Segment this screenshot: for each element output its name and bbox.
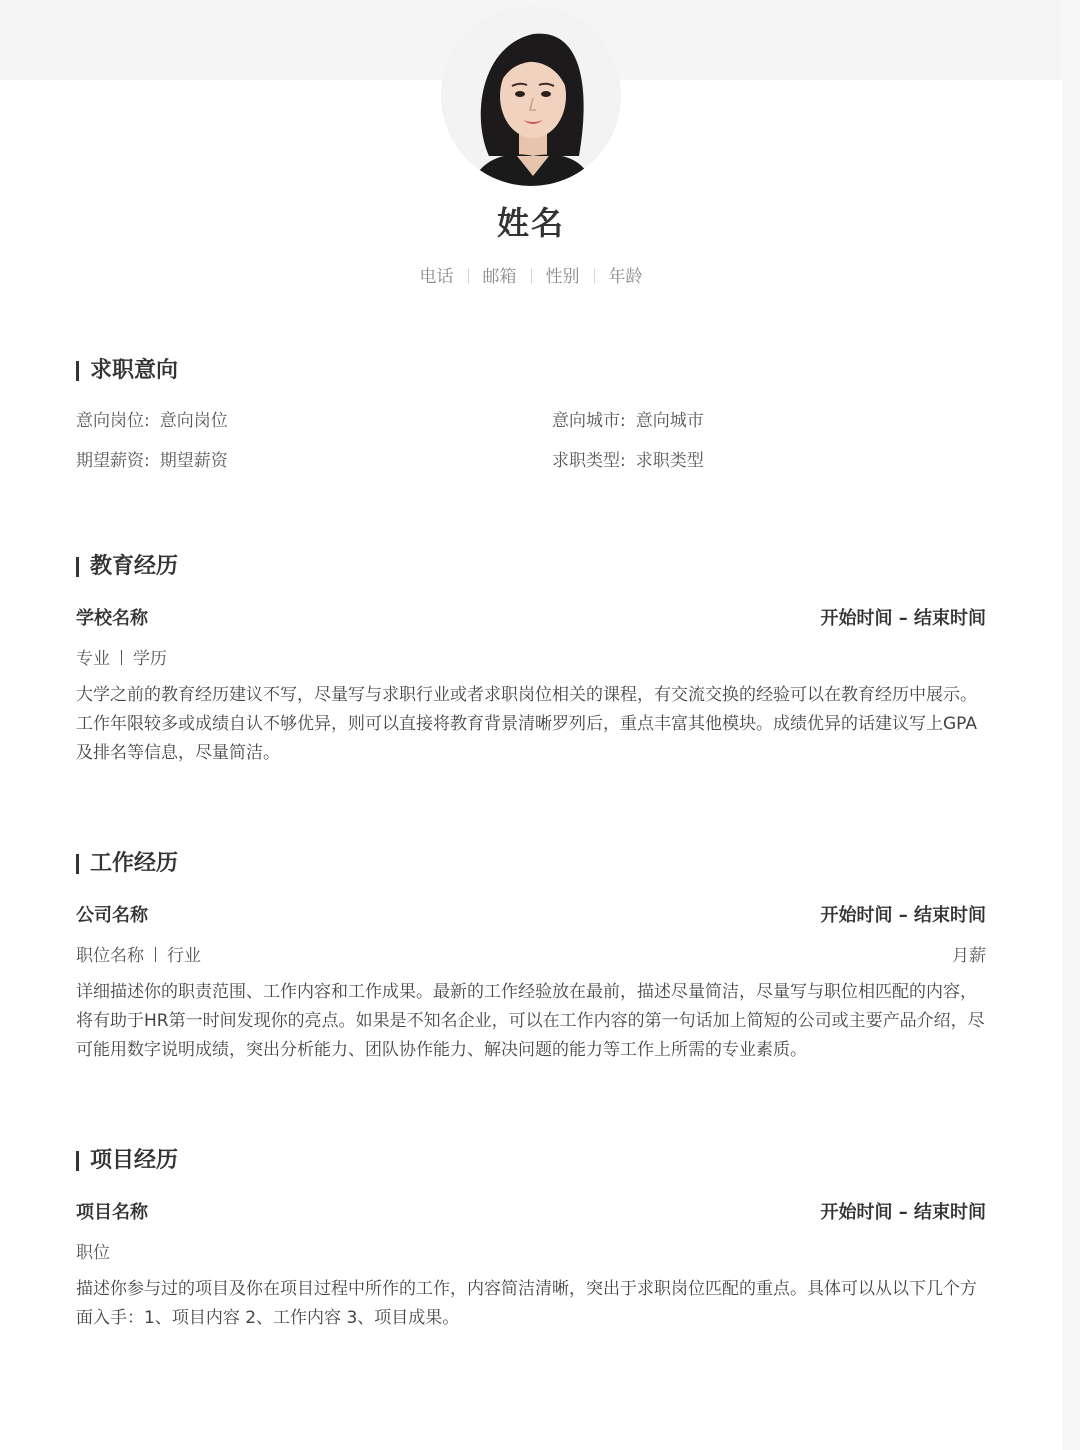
avatar-portrait bbox=[441, 6, 621, 186]
project-description: 描述你参与过的项目及你在项目过程中所作的工作，内容简洁清晰，突出于求职岗位匹配的重点。具体可以从以下几个方面入手：1、项目内容 2、工作内容 3、项目成果。 bbox=[76, 1279, 977, 1328]
education-description: 大学之前的教育经历建议不写，尽量写与求职行业或者求职岗位相关的课程，有交流交换的经验可以在教育经历中展示。工作年限较多或成绩自认不够优异，则可以直接将教育背景清晰罗列后，重点丰富其他模块。成绩优异的话建议写上GPA及排名等信息，尽量简洁。 bbox=[76, 685, 977, 763]
work-meta bbox=[76, 941, 986, 966]
work-section bbox=[76, 849, 986, 1065]
age-field: 年龄 bbox=[608, 267, 643, 287]
expected-salary bbox=[76, 446, 228, 471]
candidate-name: 姓名 bbox=[496, 204, 565, 242]
date-range: 开始时间 – 结束时间 bbox=[820, 608, 986, 629]
education-section bbox=[76, 552, 986, 768]
education-header-row bbox=[76, 604, 986, 630]
position-name: 职位名称 bbox=[76, 946, 144, 966]
divider bbox=[155, 947, 156, 962]
divider bbox=[121, 650, 122, 665]
section-title: 求职意向 bbox=[76, 356, 986, 386]
job-intent-section bbox=[76, 356, 986, 486]
job-intent-grid bbox=[76, 406, 986, 486]
field-label: 意向岗位: bbox=[76, 411, 150, 431]
field-value: 求职类型 bbox=[635, 451, 704, 471]
field-label: 期望薪资: bbox=[76, 451, 150, 471]
project-section bbox=[76, 1146, 986, 1333]
email-field: 邮箱 bbox=[482, 267, 517, 287]
school-name: 学校名称 bbox=[76, 608, 148, 629]
intended-city bbox=[552, 406, 704, 431]
field-value: 期望薪资 bbox=[159, 451, 228, 471]
divider bbox=[468, 268, 469, 284]
work-header-row bbox=[76, 901, 986, 927]
page-edge bbox=[1062, 0, 1080, 1450]
phone-field: 电话 bbox=[419, 267, 454, 287]
salary: 月薪 bbox=[952, 946, 986, 966]
section-title: 教育经历 bbox=[76, 552, 986, 582]
intended-position bbox=[76, 406, 228, 431]
company-name: 公司名称 bbox=[76, 905, 148, 926]
field-value: 意向城市 bbox=[635, 411, 704, 431]
degree: 学历 bbox=[133, 649, 167, 669]
project-name: 项目名称 bbox=[76, 1202, 148, 1223]
project-header-row bbox=[76, 1198, 986, 1224]
job-type bbox=[552, 446, 704, 471]
section-title: 工作经历 bbox=[76, 849, 986, 879]
date-range: 开始时间 – 结束时间 bbox=[820, 1202, 986, 1223]
project-role: 职位 bbox=[76, 1243, 110, 1263]
industry: 行业 bbox=[167, 946, 201, 966]
work-description: 详细描述你的职责范围、工作内容和工作成果。最新的工作经验放在最前，描述尽量简洁，尽量写与职位相匹配的内容，将有助于HR第一时间发现你的亮点。如果是不知名企业，可以在工作内容的第一句话加上简短的公司或主要产品介绍，尽可能用数字说明成绩，突出分析能力、团队协作能力、解决问题的能力等工作上所需的专业素质。 bbox=[76, 982, 985, 1060]
field-label: 求职类型: bbox=[552, 451, 626, 471]
field-label: 意向城市: bbox=[552, 411, 626, 431]
gender-field: 性别 bbox=[545, 267, 580, 287]
field-value: 意向岗位 bbox=[159, 411, 228, 431]
divider bbox=[594, 268, 595, 284]
contact-info bbox=[0, 262, 1062, 287]
section-title: 项目经历 bbox=[76, 1146, 986, 1176]
divider bbox=[531, 268, 532, 284]
major: 专业 bbox=[76, 649, 110, 669]
education-meta bbox=[76, 644, 986, 669]
avatar[interactable] bbox=[441, 6, 621, 186]
date-range: 开始时间 – 结束时间 bbox=[820, 905, 986, 926]
